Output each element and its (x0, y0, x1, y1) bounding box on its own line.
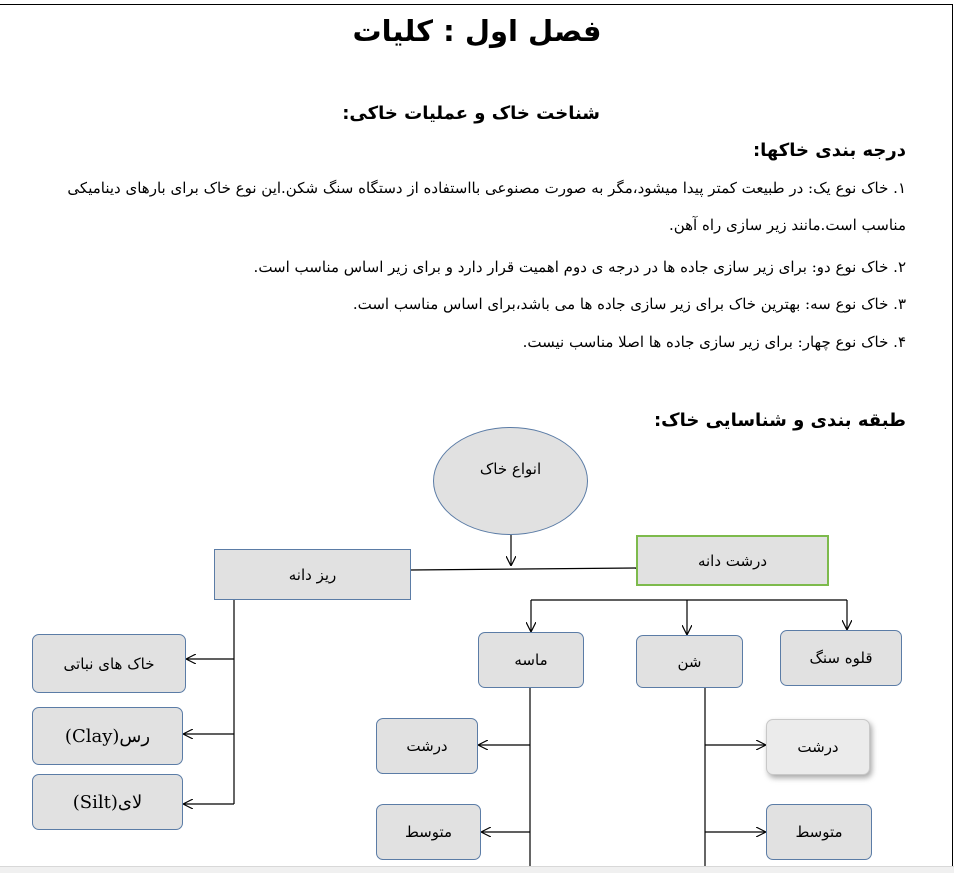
root-node: انواع خاک (433, 427, 588, 535)
sand-medium-node: متوسط (376, 804, 481, 860)
sand-node: ماسه (478, 632, 584, 688)
silt-node: لای(Silt) (32, 774, 183, 830)
section-title: شناخت خاک و عملیات خاکی: (342, 103, 600, 124)
gravel-coarse-node: درشت (766, 719, 870, 775)
coarse-grained-node: درشت دانه (636, 535, 829, 586)
fine-grained-node: ریز دانه (214, 549, 411, 600)
connector-fine-coarse (410, 568, 637, 570)
grading-item-1: ۱. خاک نوع یک: در طبیعت کمتر پیدا میشود،مگر به صورت مصنوعی بااستفاده از دستگاه سنگ شکن.این نوع خاک برای بارهای دینامیکی مناسب است.مانند زیر سازی راه آهن. (67, 179, 906, 234)
grading-item-2: ۲. خاک نوع دو: برای زیر سازی جاده ها در درجه ی دوم اهمیت قرار دارد و برای زیر اساس مناسب است. (253, 258, 906, 276)
gravel-node: شن (636, 635, 743, 688)
classification-heading: طبقه بندی و شناسایی خاک: (653, 410, 906, 431)
clay-node: رس(Clay) (32, 707, 183, 765)
grading-item-4: ۴. خاک نوع چهار: برای زیر سازی جاده ها اصلا مناسب نیست. (522, 333, 906, 351)
grading-heading: درجه بندی خاکها: (752, 140, 906, 161)
cobble-node: قلوه سنگ (780, 630, 902, 686)
topsoil-node: خاک های نباتی (32, 634, 186, 693)
sand-coarse-node: درشت (376, 718, 478, 774)
chapter-title: فصل اول : کلیات (352, 14, 602, 48)
gravel-medium-node: متوسط (766, 804, 872, 860)
grading-item-3: ۳. خاک نوع سه: بهترین خاک برای زیر سازی جاده ها می باشد،برای اساس مناسب است. (352, 295, 906, 313)
